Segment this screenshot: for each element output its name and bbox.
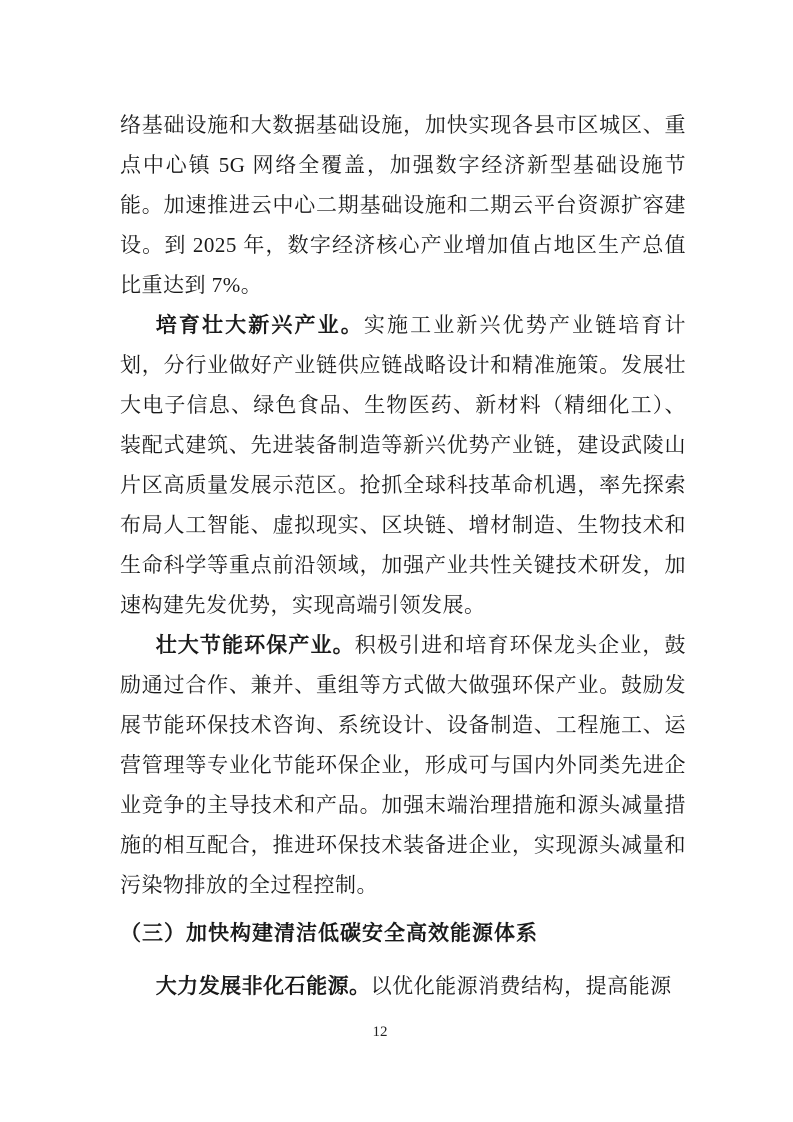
page-text-body [120,105,686,1006]
paragraph-continuation [120,105,686,305]
page-number: 12 [372,1024,388,1040]
section-heading: （三）加快构建清洁低碳安全高效能源体系 [120,921,538,945]
paragraph-text: 实施工业新兴优势产业链培育计划，分行业做好产业链供应链战略设计和精准施策。发展壮大电子信息、绿色食品、生物医药、新材料（精细化工）、装配式建筑、先进装备制造等新兴优势产业链，建设武陵山片区高质量发展示范区。抢抓全球科技革命机遇，率先探索布局人工智能、虚拟现实、区块链、增材制造、生物技术和生命科学等重点前沿领域，加强产业共性关键技术研发，加速构建先发优势，实现高端引领发展。 [120,313,687,617]
paragraph-text: 以优化能源消费结构，提高能源 [370,974,672,998]
paragraph-new-industries [120,305,686,625]
paragraph-lead: 培育壮大新兴产业。 [155,313,364,337]
paragraph-energy-saving-industry [120,625,686,905]
paragraph-lead: 壮大节能环保产业。 [155,633,355,657]
paragraph-lead: 大力发展非化石能源。 [155,974,371,998]
paragraph-text: 积极引进和培育环保龙头企业，鼓励通过合作、兼并、重组等方式做大做强环保产业。鼓励发展节能环保技术咨询、系统设计、设备制造、工程施工、运营管理等专业化节能环保企业，形成可与国内外同类先进企业竞争的主导技术和产品。加强末端治理措施和源头减量措施的相互配合，推进环保技术装备进企业，实现源头减量和污染物排放的全过程控制。 [120,633,687,897]
paragraph-non-fossil-energy [120,966,686,1006]
paragraph-text: 络基础设施和大数据基础设施，加快实现各县市区城区、重点中心镇 5G 网络全覆盖，加强数字经济新型基础设施节能。加速推进云中心二期基础设施和二期云平台资源扩容建设。到 2025 年，数字经济核心产业增加值占地区生产总值比重达到 7%。 [120,113,686,297]
